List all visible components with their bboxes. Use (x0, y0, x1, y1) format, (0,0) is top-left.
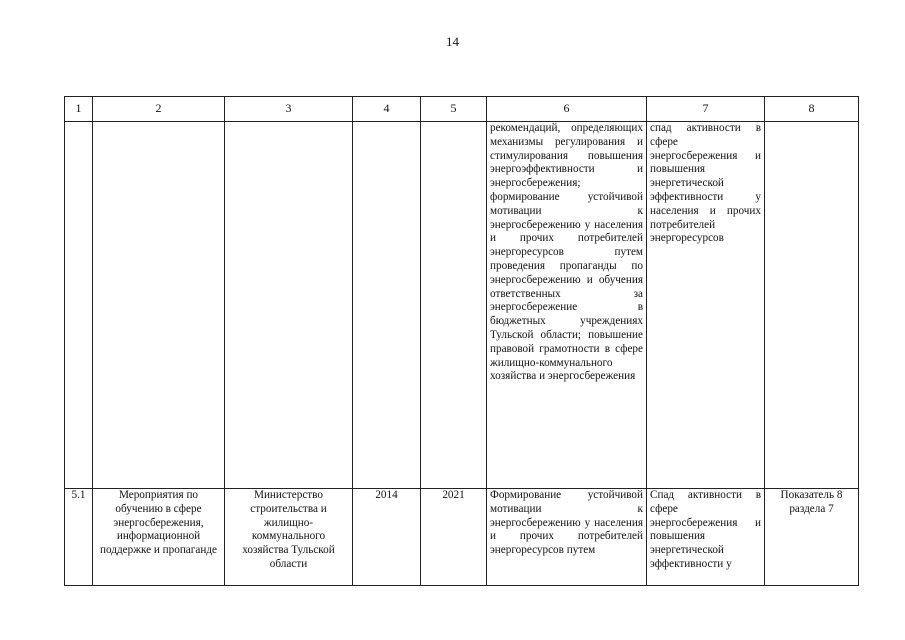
column-number-5: 5 (421, 97, 487, 122)
cell-indicator: Показатель 8 раздела 7 (765, 489, 859, 586)
cell-number (65, 122, 93, 489)
column-number-6: 6 (487, 97, 647, 122)
cell-executor (225, 122, 353, 489)
cell-expected-result: рекомендаций, определяющих механизмы регулирования и стимулирования повышения энергоэффективности и энергосбережения; формирование устойчивой мотивации к энергосбережению у населения и прочих потребителей энергоресурсов путем проведения пропаганды по энергосбережению и обучения ответственных за энергосбережение в бюджетных учреждениях Тульской области; повышение правовой грамотности в сфере жилищно-коммунального хозяйства и энергосбережения (487, 122, 647, 489)
cell-activity (93, 122, 225, 489)
cell-executor: Министерство строительства и жилищно-коммунального хозяйства Тульской области (225, 489, 353, 586)
table-row-continuation (65, 122, 859, 489)
column-number-3: 3 (225, 97, 353, 122)
column-number-row (65, 97, 859, 122)
cell-end-year (421, 122, 487, 489)
cell-activity: Мероприятия по обучению в сфере энергосбережения, информационной поддержке и пропаганде (93, 489, 225, 586)
cell-start-year: 2014 (353, 489, 421, 586)
cell-consequences: Спад активности в сфере энергосбережения и повышения энергетической эффективности у (647, 489, 765, 586)
column-number-2: 2 (93, 97, 225, 122)
cell-expected-result: Формирование устойчивой мотивации к энергосбережению у населения и прочих потребителей энергоресурсов путем (487, 489, 647, 586)
cell-number: 5.1 (65, 489, 93, 586)
cell-indicator (765, 122, 859, 489)
cell-end-year: 2021 (421, 489, 487, 586)
table-row-5-1 (65, 489, 859, 586)
column-number-7: 7 (647, 97, 765, 122)
column-number-4: 4 (353, 97, 421, 122)
page-number: 14 (446, 34, 459, 49)
column-number-8: 8 (765, 97, 859, 122)
program-table (64, 96, 859, 586)
cell-start-year (353, 122, 421, 489)
column-number-1: 1 (65, 97, 93, 122)
cell-consequences: спад активности в сфере энергосбережения и повышения энергетической эффективности у населения и прочих потребителей энергоресурсов (647, 122, 765, 489)
